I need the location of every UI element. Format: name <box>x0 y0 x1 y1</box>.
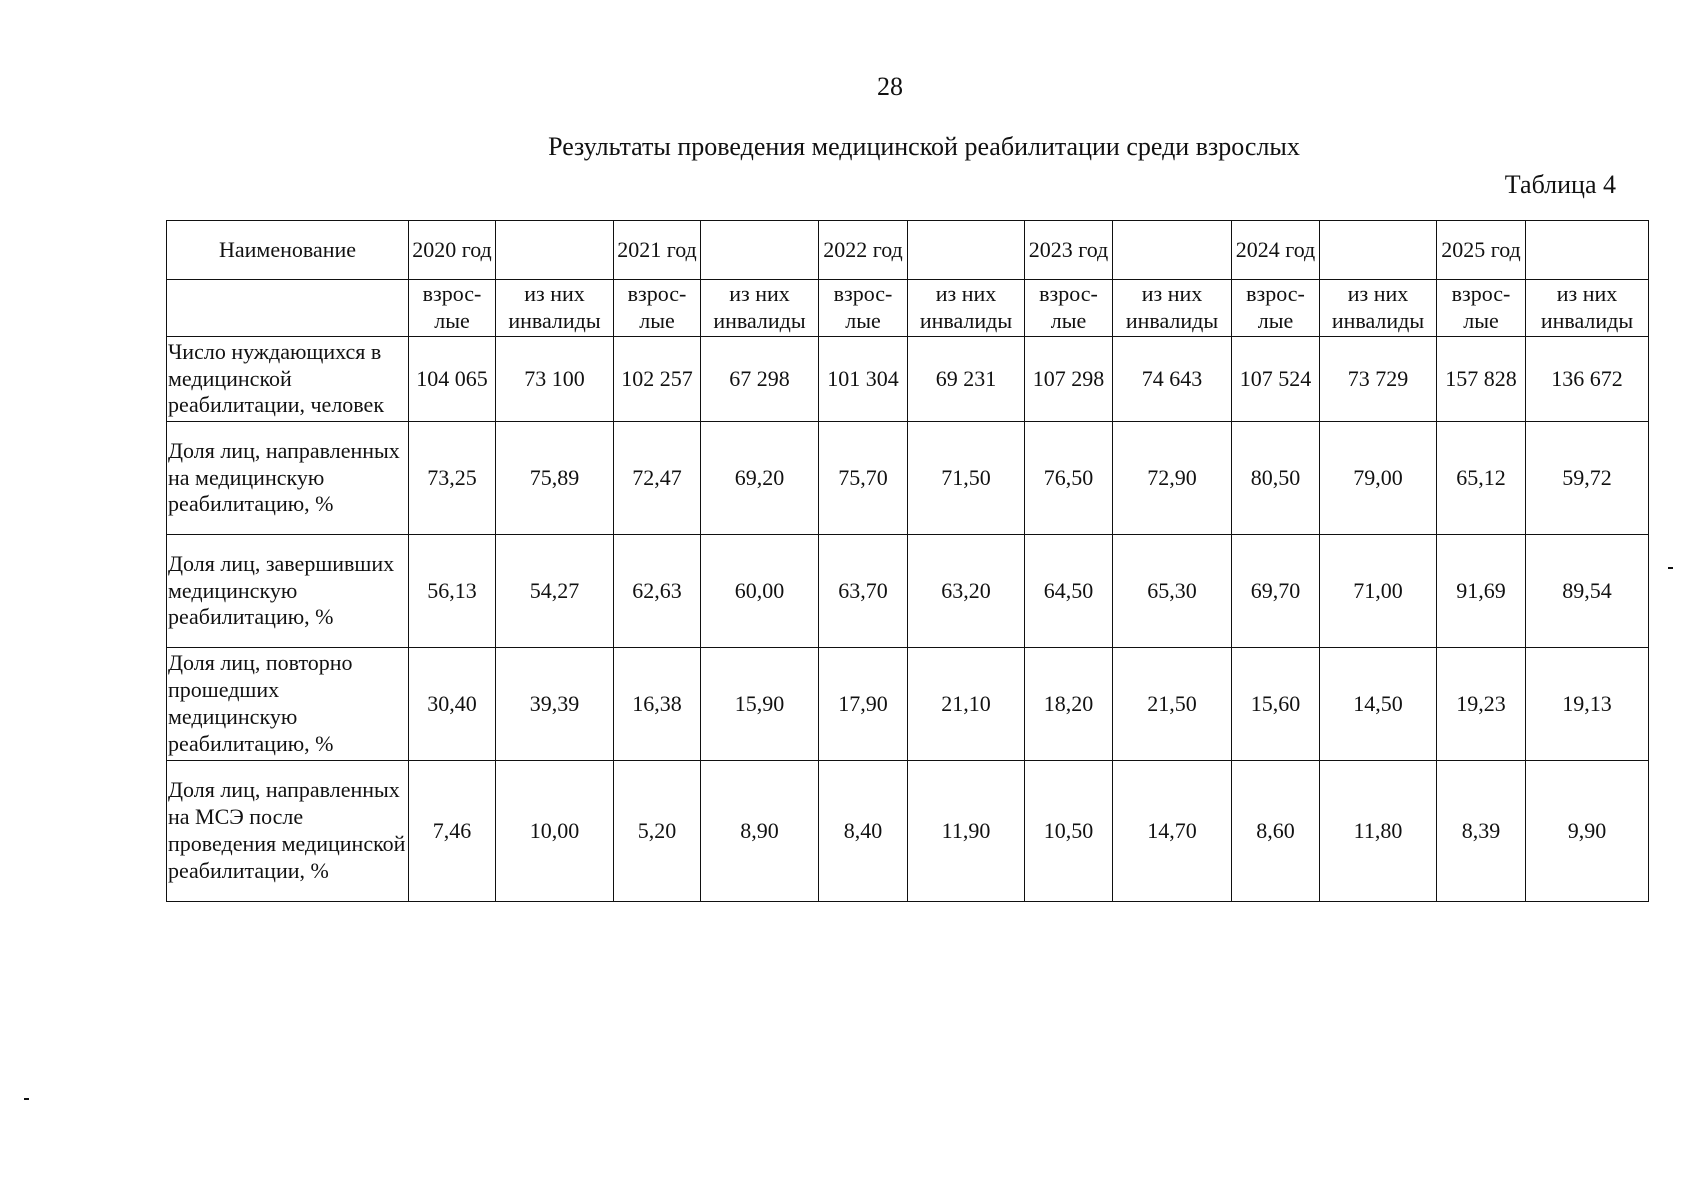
value-cell: 72,90 <box>1113 422 1232 535</box>
document-title: Результаты проведения медицинской реабилитации среди взрослых <box>548 132 1300 161</box>
header-empty-cell <box>167 280 409 337</box>
value-cell: 91,69 <box>1437 535 1526 648</box>
value-cell: 19,13 <box>1526 648 1649 761</box>
header-disabled-cell: из них инвалиды <box>1526 280 1649 337</box>
value-cell: 10,50 <box>1025 761 1113 902</box>
value-cell: 76,50 <box>1025 422 1113 535</box>
row-label: Доля лиц, завершивших медицинскую реабилитацию, % <box>167 535 409 648</box>
scan-artifact-mark <box>24 1098 29 1100</box>
table-row <box>167 337 1649 422</box>
header-adults-cell: взрос-лые <box>409 280 496 337</box>
value-cell: 136 672 <box>1526 337 1649 422</box>
value-cell: 62,63 <box>614 535 701 648</box>
value-cell: 54,27 <box>496 535 614 648</box>
row-label: Число нуждающихся в медицинской реабилитации, человек <box>167 337 409 422</box>
header-row-years <box>167 221 1649 280</box>
value-cell: 10,00 <box>496 761 614 902</box>
value-cell: 8,60 <box>1232 761 1320 902</box>
table-row <box>167 422 1649 535</box>
value-cell: 69,70 <box>1232 535 1320 648</box>
table-row <box>167 535 1649 648</box>
value-cell: 19,23 <box>1437 648 1526 761</box>
value-cell: 21,50 <box>1113 648 1232 761</box>
value-cell: 15,90 <box>701 648 819 761</box>
header-row-subgroups <box>167 280 1649 337</box>
value-cell: 59,72 <box>1526 422 1649 535</box>
value-cell: 7,46 <box>409 761 496 902</box>
value-cell: 67 298 <box>701 337 819 422</box>
value-cell: 73,25 <box>409 422 496 535</box>
value-cell: 9,90 <box>1526 761 1649 902</box>
value-cell: 89,54 <box>1526 535 1649 648</box>
value-cell: 71,50 <box>908 422 1025 535</box>
value-cell: 63,70 <box>819 535 908 648</box>
value-cell: 17,90 <box>819 648 908 761</box>
header-empty-cell <box>496 221 614 280</box>
page-number: 28 <box>877 72 903 101</box>
value-cell: 75,89 <box>496 422 614 535</box>
header-empty-cell <box>1113 221 1232 280</box>
value-cell: 72,47 <box>614 422 701 535</box>
value-cell: 8,39 <box>1437 761 1526 902</box>
row-label: Доля лиц, направленных на МСЭ после проведения медицинской реабилитации, % <box>167 761 409 902</box>
value-cell: 39,39 <box>496 648 614 761</box>
header-year-cell: 2021 год <box>614 221 701 280</box>
header-adults-cell: взрос-лые <box>1025 280 1113 337</box>
value-cell: 65,12 <box>1437 422 1526 535</box>
value-cell: 11,90 <box>908 761 1025 902</box>
header-disabled-cell: из них инвалиды <box>701 280 819 337</box>
header-year-cell: 2023 год <box>1025 221 1113 280</box>
value-cell: 101 304 <box>819 337 908 422</box>
header-year-cell: 2024 год <box>1232 221 1320 280</box>
value-cell: 102 257 <box>614 337 701 422</box>
value-cell: 8,90 <box>701 761 819 902</box>
value-cell: 65,30 <box>1113 535 1232 648</box>
header-year-cell: 2025 год <box>1437 221 1526 280</box>
header-empty-cell <box>1320 221 1437 280</box>
value-cell: 64,50 <box>1025 535 1113 648</box>
value-cell: 14,70 <box>1113 761 1232 902</box>
value-cell: 104 065 <box>409 337 496 422</box>
value-cell: 16,38 <box>614 648 701 761</box>
value-cell: 79,00 <box>1320 422 1437 535</box>
value-cell: 30,40 <box>409 648 496 761</box>
value-cell: 74 643 <box>1113 337 1232 422</box>
header-disabled-cell: из них инвалиды <box>496 280 614 337</box>
value-cell: 157 828 <box>1437 337 1526 422</box>
header-empty-cell <box>1526 221 1649 280</box>
header-adults-cell: взрос-лые <box>1232 280 1320 337</box>
table-label: Таблица 4 <box>1504 170 1616 199</box>
header-year-cell: 2022 год <box>819 221 908 280</box>
value-cell: 21,10 <box>908 648 1025 761</box>
value-cell: 14,50 <box>1320 648 1437 761</box>
header-year-cell: 2020 год <box>409 221 496 280</box>
header-adults-cell: взрос-лые <box>1437 280 1526 337</box>
value-cell: 15,60 <box>1232 648 1320 761</box>
header-name-cell: Наименование <box>167 221 409 280</box>
value-cell: 75,70 <box>819 422 908 535</box>
header-disabled-cell: из них инвалиды <box>1320 280 1437 337</box>
header-adults-cell: взрос-лые <box>614 280 701 337</box>
table-row <box>167 648 1649 761</box>
value-cell: 107 298 <box>1025 337 1113 422</box>
value-cell: 18,20 <box>1025 648 1113 761</box>
header-empty-cell <box>908 221 1025 280</box>
value-cell: 69 231 <box>908 337 1025 422</box>
row-label: Доля лиц, повторно прошедших медицинскую реабилитацию, % <box>167 648 409 761</box>
header-adults-cell: взрос-лые <box>819 280 908 337</box>
value-cell: 60,00 <box>701 535 819 648</box>
header-disabled-cell: из них инвалиды <box>1113 280 1232 337</box>
header-disabled-cell: из них инвалиды <box>908 280 1025 337</box>
value-cell: 73 729 <box>1320 337 1437 422</box>
value-cell: 56,13 <box>409 535 496 648</box>
row-label: Доля лиц, направленных на медицинскую реабилитацию, % <box>167 422 409 535</box>
header-empty-cell <box>701 221 819 280</box>
value-cell: 69,20 <box>701 422 819 535</box>
scan-artifact-mark <box>1668 567 1673 569</box>
table-row <box>167 761 1649 902</box>
value-cell: 107 524 <box>1232 337 1320 422</box>
value-cell: 5,20 <box>614 761 701 902</box>
value-cell: 8,40 <box>819 761 908 902</box>
value-cell: 73 100 <box>496 337 614 422</box>
value-cell: 80,50 <box>1232 422 1320 535</box>
value-cell: 63,20 <box>908 535 1025 648</box>
value-cell: 71,00 <box>1320 535 1437 648</box>
value-cell: 11,80 <box>1320 761 1437 902</box>
rehabilitation-results-table <box>166 220 1649 902</box>
